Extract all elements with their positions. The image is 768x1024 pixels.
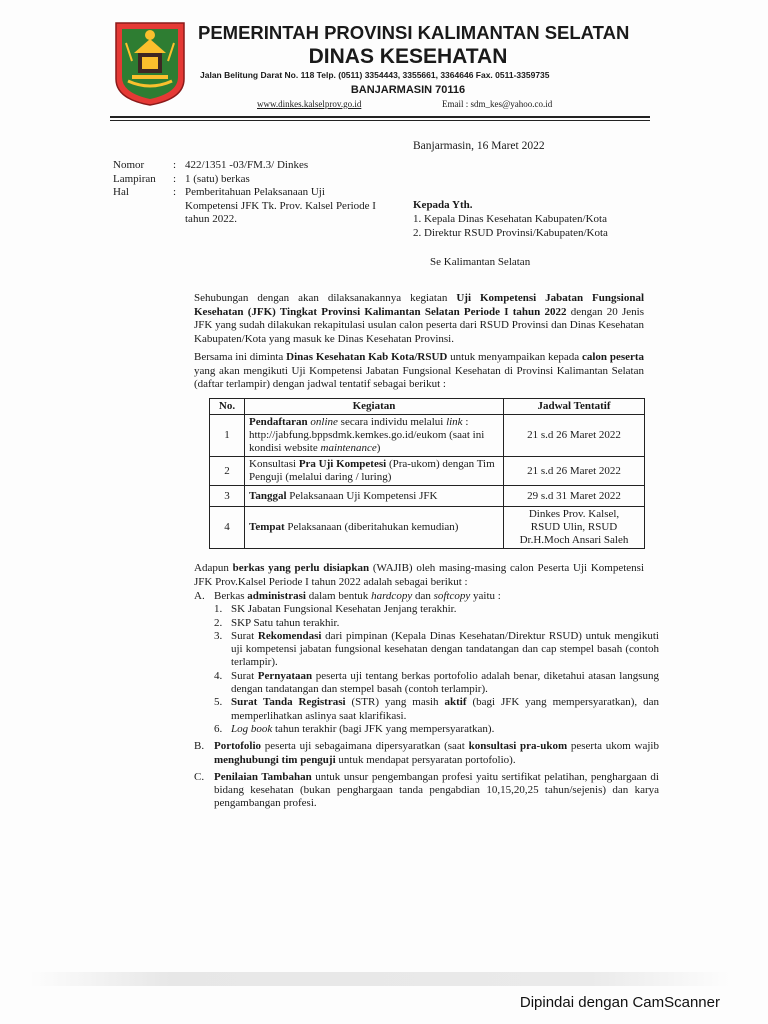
list-marker: C.: [194, 770, 205, 783]
table-row: [210, 457, 645, 486]
provincial-emblem-logo: [114, 21, 186, 107]
text-run: untuk mendapat persyaratan portofolio).: [335, 753, 516, 766]
text-run-bold: Rekomendasi: [257, 629, 322, 642]
text-run-italic: Log book: [231, 722, 273, 735]
table-cell-kegiatan: [245, 507, 504, 549]
sub-text: [231, 670, 659, 697]
text-run: secara individu melalui: [337, 416, 447, 428]
text-run-bold: Pernyataan: [257, 669, 313, 682]
table-header-no: No.: [210, 399, 245, 415]
letterhead-email: Email : sdm_kes@yahoo.co.id: [442, 99, 553, 109]
meta-colon: :: [173, 186, 177, 198]
list-item-text: [214, 590, 659, 736]
text-run-bold: Surat Tanda Registrasi: [231, 696, 346, 709]
table-header-jadwal: Jadwal Tentatif: [504, 399, 645, 415]
list-item-b: [194, 740, 659, 767]
text-run: Pelaksanaan (diberitahukan kemudian): [284, 521, 459, 533]
letter-date: Banjarmasin, 16 Maret 2022: [413, 140, 545, 152]
recipient-block: [413, 198, 608, 240]
table-header-row: [210, 399, 645, 415]
jadwal-line: RSUD Ulin, RSUD: [530, 521, 618, 533]
letterhead-rule-thick: [110, 116, 650, 118]
table-cell-jadwal: 21 s.d 26 Maret 2022: [504, 415, 645, 457]
meta-value-hal: Pemberitahuan Pelaksanaan Uji Kompetensi JFK Tk. Prov. Kalsel Periode I tahun 2022.: [185, 186, 376, 225]
schedule-table: [209, 398, 645, 549]
recipient-item: 2. Direktur RSUD Provinsi/Kabupaten/Kota: [413, 227, 608, 239]
recipient-heading: Kepada Yth.: [413, 199, 473, 211]
table-cell-kegiatan: [245, 415, 504, 457]
sub-list-item: [214, 630, 659, 670]
jadwal-line: Dinkes Prov. Kalsel,: [528, 508, 620, 520]
sub-marker: 4.: [214, 669, 223, 682]
text-run: ): [376, 442, 381, 454]
jadwal-line: Dr.H.Moch Ansari Saleh: [519, 534, 629, 546]
text-run-italic: softcopy: [433, 590, 471, 602]
table-row: [210, 507, 645, 549]
list-item-text: [214, 771, 659, 811]
text-run-bold: Tempat: [249, 521, 285, 533]
meta-colon: :: [173, 159, 177, 171]
text-run-bold: menghubungi tim penguji: [214, 753, 336, 766]
text-run: Bersama ini diminta: [194, 351, 287, 363]
sub-list-item: [214, 670, 659, 697]
table-cell-jadwal: [504, 507, 645, 549]
meta-label: Hal: [113, 186, 129, 198]
faded-footer-bleedthrough: [30, 972, 730, 986]
table-cell-no: 2: [210, 457, 245, 486]
text-run: (STR) yang masih: [345, 696, 445, 709]
text-run-bold: administrasi: [247, 590, 306, 602]
list-item-heading: [214, 590, 659, 603]
table-cell-jadwal: 29 s.d 31 Maret 2022: [504, 486, 645, 507]
table-row: [210, 415, 645, 457]
sub-text: SKP Satu tahun terakhir.: [231, 616, 340, 629]
meta-label: Nomor: [113, 159, 145, 171]
sub-text: [231, 723, 659, 736]
sub-marker: 1.: [214, 603, 223, 616]
text-run-bold: konsultasi pra-ukom: [468, 740, 568, 753]
text-run-bold: Penilaian Tambahan: [214, 770, 312, 783]
text-run-bold: berkas yang perlu disiapkan: [232, 562, 370, 574]
text-run: dengan 20 Jenis JFK yang sudah dilakukan rekapitulasi usulan calon peserta dari RSUD Provinsi dan Dinas Kesehatan Kabupaten/Kota yang masuk ke Dinas Kesehatan Provinsi.: [194, 305, 644, 345]
letter-meta: [113, 159, 385, 227]
text-run-italic: maintenance: [320, 442, 377, 454]
paragraph-intro: [194, 292, 644, 346]
sub-marker: 3.: [214, 629, 223, 642]
meta-row-lampiran: [113, 173, 385, 187]
text-run-bold: aktif: [444, 696, 467, 709]
text-run-bold: calon peserta: [581, 351, 645, 363]
text-run: (bagi JFK yang mempersyaratkan), dan memperlihatkan aslinya saat klarifikasi.: [231, 696, 659, 722]
text-run: yaitu :: [470, 590, 501, 602]
scanner-watermark: Dipindai dengan CamScanner: [519, 994, 720, 1011]
text-run: peserta uji sebagaimana dipersyaratkan (saat: [261, 740, 469, 753]
table-cell-jadwal: 21 s.d 26 Maret 2022: [504, 457, 645, 486]
table-cell-no: 3: [210, 486, 245, 507]
recipient-location: Se Kalimantan Selatan: [430, 256, 531, 268]
meta-colon: :: [173, 172, 177, 185]
meta-row-hal: [113, 186, 385, 227]
sub-text: [231, 630, 659, 670]
list-item-a: [194, 590, 659, 736]
sub-marker: 5.: [214, 696, 223, 709]
text-run: Adapun: [194, 562, 233, 574]
text-run-italic: online: [310, 416, 338, 428]
letterhead-website: www.dinkes.kalselprov.go.id: [257, 99, 362, 109]
table-header-kegiatan: Kegiatan: [245, 399, 504, 415]
text-run: dan: [412, 590, 434, 602]
sub-marker: 6.: [214, 722, 223, 735]
text-run: Berkas: [214, 590, 248, 602]
text-run: tahun terakhir (bagi JFK yang mempersyaratkan).: [272, 722, 495, 735]
text-run: untuk menyampaikan kepada: [447, 351, 582, 363]
text-run-bold: Tanggal: [249, 489, 287, 502]
text-run-bold: Pra Uji Kompetesi: [298, 458, 387, 470]
sub-list-item: [214, 603, 659, 616]
text-run: dalam bentuk: [305, 590, 372, 602]
sub-list-item: [214, 723, 659, 736]
list-item-text: [214, 740, 659, 767]
text-run: (Pra-ukom) dengan Tim Penguji (melalui daring / luring): [249, 458, 495, 483]
table-cell-kegiatan: [245, 457, 504, 486]
text-run-bold: Uji Kompetensi Jabatan Fungsional Kesehatan (JFK) Tingkat Provinsi Kalimantan Selatan Periode I tahun 2022: [194, 292, 645, 318]
text-run: peserta ukom wajib: [567, 740, 659, 753]
meta-value-lampiran: 1 (satu) berkas: [185, 172, 250, 185]
sub-list-item: [214, 617, 659, 630]
table-cell-kegiatan: [245, 486, 504, 507]
requirements-list: [194, 590, 659, 813]
list-marker: B.: [194, 740, 205, 753]
text-run: Sehubungan dengan akan dilaksanakannya kegiatan: [194, 292, 457, 304]
sub-text: SK Jabatan Fungsional Kesehatan Jenjang terakhir.: [231, 603, 457, 616]
meta-row-nomor: [113, 159, 385, 173]
meta-value-nomor: 422/1351 -03/FM.3/ Dinkes: [185, 159, 309, 171]
text-run: Surat: [231, 629, 258, 642]
text-run-italic: link: [446, 416, 463, 428]
text-run-bold: Dinas Kesehatan Kab Kota/RSUD: [286, 351, 448, 363]
text-run: untuk unsur pengembangan profesi yaitu sertifikat pelatihan, penghargaan di bidang kesehatan (bukan penghargaan tanda pengabdian 10,15,20,25 tahun/sejenis) dan karya pengambangan profesi.: [214, 770, 659, 810]
recipient-item: 1. Kepala Dinas Kesehatan Kabupaten/Kota: [413, 213, 607, 225]
text-run: Pelaksanaan Uji Kompetensi JFK: [286, 489, 438, 502]
paragraph-requirements-intro: [194, 562, 644, 589]
table-cell-no: 4: [210, 507, 245, 549]
table-row: [210, 486, 645, 507]
letterhead-rule-thin: [110, 120, 650, 121]
letterhead-government-name: PEMERINTAH PROVINSI KALIMANTAN SELATAN: [198, 22, 630, 43]
list-item-c: [194, 771, 659, 811]
text-run-italic: hardcopy: [371, 590, 413, 602]
text-run: yang akan mengikuti Uji Kompetensi Jabatan Fungsional Kesehatan di Provinsi Kalimantan Selatan (daftar terlampir) dengan jadwal tentatif sebagai berikut :: [194, 364, 644, 390]
table-cell-no: 1: [210, 415, 245, 457]
sub-list: [214, 603, 659, 736]
text-run: dari pimpinan (Kepala Dinas Kesehatan/Direktur RSUD) untuk mengikuti uji kompetensi jabatan fungsional kesehatan dengan tandatangan dan cap stempel basah (contoh terlampir).: [231, 629, 659, 669]
letterhead-address: Jalan Belitung Darat No. 118 Telp. (0511) 3354443, 3355661, 3364646 Fax. 0511-3359735: [200, 70, 550, 80]
sub-list-item: [214, 696, 659, 723]
letterhead-city: BANJARMASIN 70116: [350, 84, 466, 96]
list-marker: A.: [194, 590, 205, 602]
text-run-bold: Pendaftaran: [249, 416, 308, 428]
text-run: : http://jabfung.bppsdmk.kemkes.go.id/eukom (saat ini kondisi website: [249, 416, 485, 454]
text-run: (WAJIB) oleh masing-masing calon Peserta Uji Kompetensi JFK Prov.Kalsel Periode I tahun 2022 adalah sebagai berikut :: [194, 562, 645, 588]
paragraph-request: [194, 351, 644, 392]
sub-text: [231, 696, 659, 723]
sub-marker: 2.: [214, 616, 223, 629]
letterhead-agency-name: DINAS KESEHATAN: [308, 45, 508, 68]
text-run: peserta uji tentang berkas portofolio adalah benar, diketahui atasan langsung dengan tandatangan dan stempel basah (contoh terlampir).: [231, 669, 659, 696]
text-run-bold: Portofolio: [214, 740, 262, 753]
text-run: Surat: [231, 669, 258, 682]
meta-label: Lampiran: [113, 172, 156, 185]
text-run: Konsultasi: [249, 458, 299, 470]
